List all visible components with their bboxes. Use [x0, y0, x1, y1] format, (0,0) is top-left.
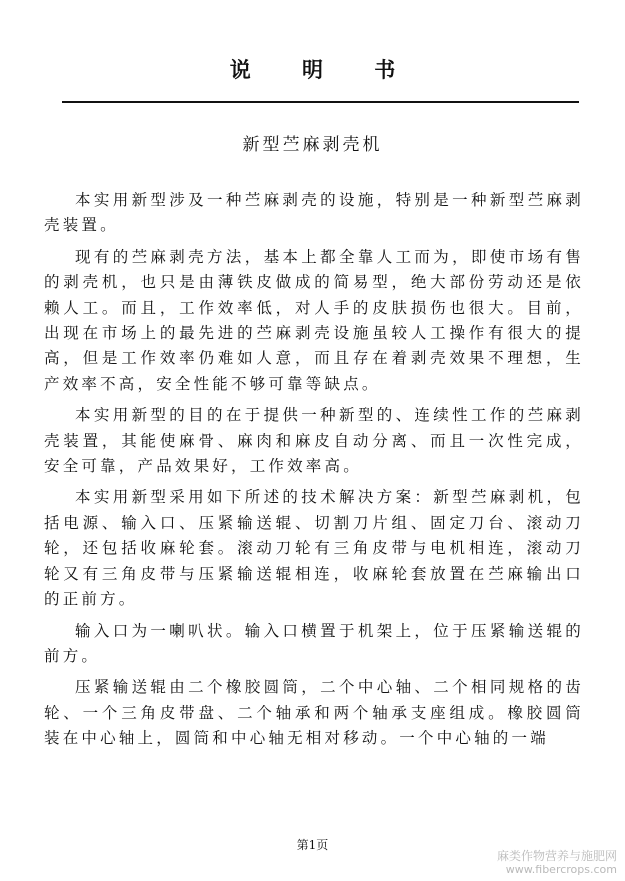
paragraph: 输入口为一喇叭状。输入口横置于机架上，位于压紧输送辊的前方。 — [44, 621, 584, 665]
paragraph: 本实用新型的目的在于提供一种新型的、连续性工作的苎麻剥壳装置，其能使麻骨、麻肉和麻皮自动分离、而且一次性完成，安全可靠，产品效果好，工作效率高。 — [44, 406, 584, 476]
page-number: 第1页 — [296, 838, 329, 852]
document-body — [44, 188, 584, 758]
paragraph: 压紧输送辊由二个橡胶圆筒，二个中心轴、二个相同规格的齿轮、一个三角皮带盘、二个轴承和两个轴承支座组成。橡胶圆筒装在中心轴上，圆筒和中心轴无相对移动。一个中心轴的一端 — [44, 678, 584, 748]
paragraph: 现有的苎麻剥壳方法，基本上都全靠人工而为，即使市场有售的剥壳机，也只是由薄铁皮做成的简易型，绝大部份劳动还是依赖人工。而且，工作效率低，对人手的皮肤损伤也很大。目前，出现在市场上的最先进的苎麻剥壳设施虽较人工操作有很大的提高，但是工作效率仍难如人意，而且存在着剥壳效果不理想，生产效率不高，安全性能不够可靠等缺点。 — [44, 247, 584, 393]
paragraph: 本实用新型采用如下所述的技术解决方案：新型苎麻剥机，包括电源、输入口、压紧输送辊、切割刀片组、固定刀台、滚动刀轮，还包括收麻轮套。滚动刀轮有三角皮带与电机相连，滚动刀轮又有三角皮带与压紧输送辊相连，收麻轮套放置在苎麻输出口的正前方。 — [44, 488, 584, 609]
paragraph: 本实用新型涉及一种苎麻剥壳的设施，特别是一种新型苎麻剥壳装置。 — [44, 191, 584, 235]
document-title: 说 明 书 — [229, 58, 418, 82]
watermark-site-name: 麻类作物营养与施肥网 — [496, 849, 617, 863]
document-subtitle: 新型苎麻剥壳机 — [242, 135, 383, 155]
title-divider — [62, 101, 579, 103]
watermark — [497, 849, 617, 877]
watermark-url: www.fibercrops.com — [505, 863, 617, 876]
